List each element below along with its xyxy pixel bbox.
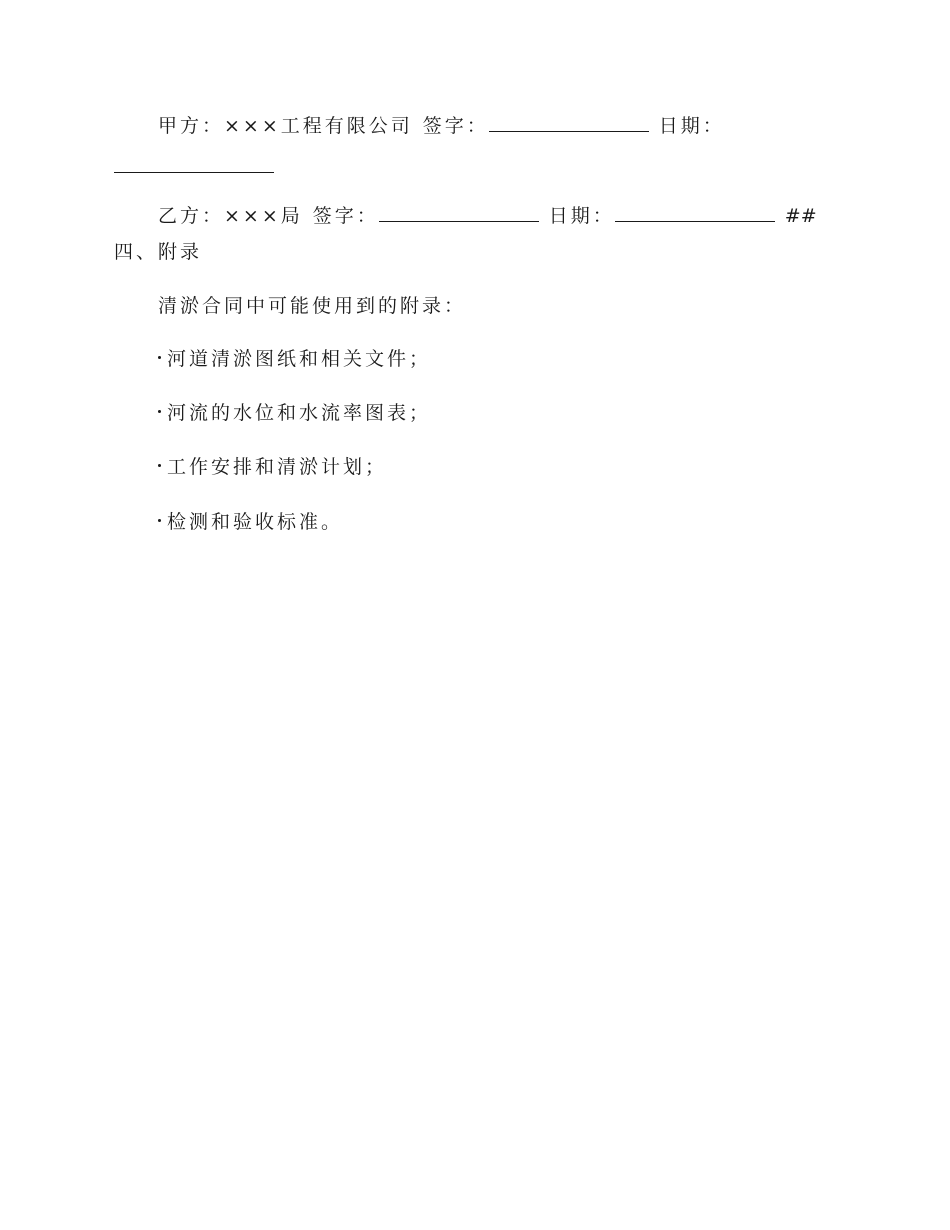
party-b-sign-label: 签字： [312, 205, 379, 227]
party-b-trailing-marker: ## [784, 205, 817, 227]
list-item-text: 检测和验收标准。 [167, 511, 344, 533]
party-a-sign-label: 签字： [422, 115, 489, 137]
party-b-signature-line [158, 204, 817, 228]
party-a-signature-blank[interactable] [489, 115, 649, 132]
list-item [158, 401, 431, 425]
list-item [158, 510, 343, 534]
bullet-icon [158, 410, 161, 413]
party-b-name: 乙方：×××局 [158, 205, 303, 227]
bullet-icon [158, 464, 161, 467]
party-a-date-blank[interactable] [114, 158, 274, 173]
list-item [158, 347, 431, 371]
list-item-text: 河流的水位和水流率图表； [167, 402, 432, 424]
party-a-date-label: 日期： [658, 115, 725, 137]
party-a-name: 甲方：×××工程有限公司 [158, 115, 413, 137]
list-item [158, 455, 387, 479]
party-b-date-label: 日期： [548, 205, 615, 227]
bullet-icon [158, 356, 161, 359]
section-heading: 四、附录 [114, 241, 203, 263]
bullet-icon [158, 519, 161, 522]
list-item-text: 河道清淤图纸和相关文件； [167, 348, 432, 370]
party-b-date-blank[interactable] [615, 205, 775, 222]
list-item-text: 工作安排和清淤计划； [167, 456, 388, 478]
party-b-signature-blank[interactable] [379, 205, 539, 222]
party-a-signature-line [158, 114, 725, 138]
section-intro: 清淤合同中可能使用到的附录： [158, 295, 467, 317]
